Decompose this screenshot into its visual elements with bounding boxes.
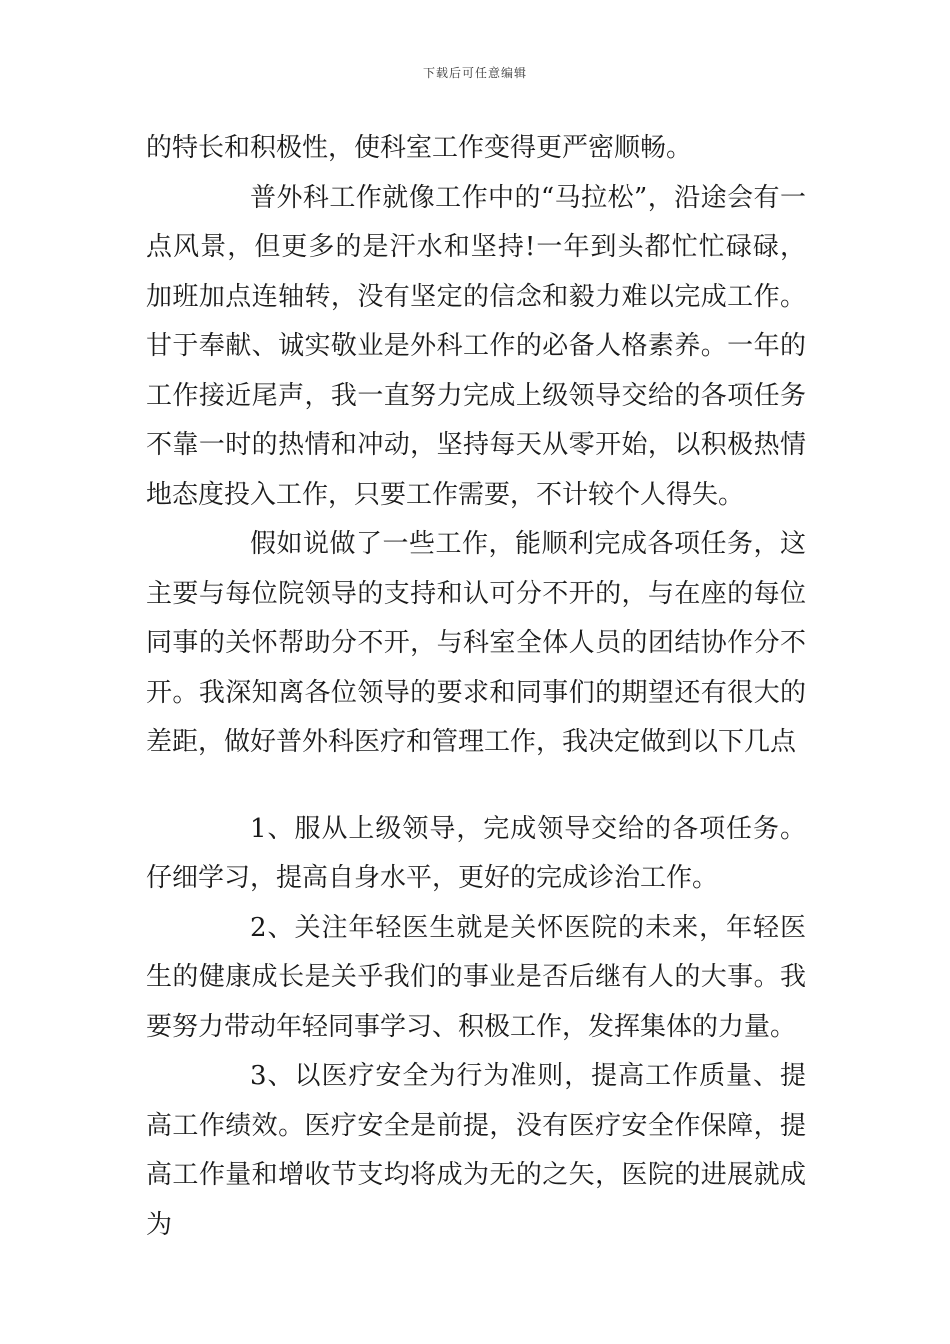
paragraph-continuation: 的特长和积极性，使科室工作变得更严密顺畅。 xyxy=(146,133,693,163)
list-item-1: 1、服从上级领导，完成领导交给的各项任务。仔细学习，提高自身水平，更好的完成诊治工作。 xyxy=(146,813,806,893)
list-item-3: 3、以医疗安全为行为准则，提高工作质量、提高工作绩效。医疗安全是前提，没有医疗安全作保障，提高工作量和增收节支均将成为无的之矢，医院的进展就成为 xyxy=(146,1061,806,1240)
paragraph-marathon: 普外科工作就像工作中的“马拉松”，沿途会有一点风景，但更多的是汗水和坚持!一年到头都忙忙碌碌，加班加点连轴转，没有坚定的信念和毅力难以完成工作。甘于奉献、诚实敬业是外科工作的必备人格素养。一年的工作接近尾声，我一直努力完成上级领导交给的各项任务不靠一时的热情和冲动，坚持每天从零开始，以积极热情地态度投入工作，只要工作需要，不计较个人得失。 xyxy=(146,182,806,510)
paragraph-spacer xyxy=(146,768,806,805)
paragraph-gratitude: 假如说做了一些工作，能顺利完成各项任务，这主要与每位院领导的支持和认可分不开的，与在座的每位同事的关怀帮助分不开，与科室全体人员的团结协作分不开。我深知离各位领导的要求和同事们的期望还有很大的差距，做好普外科医疗和管理工作，我决定做到以下几点 xyxy=(146,529,806,757)
document-body xyxy=(146,124,806,1250)
list-item-2: 2、关注年轻医生就是关怀医院的未来，年轻医生的健康成长是关乎我们的事业是否后继有人的大事。我要努力带动年轻同事学习、积极工作，发挥集体的力量。 xyxy=(146,912,806,1042)
page-header: 下载后可任意编辑 xyxy=(422,66,527,80)
